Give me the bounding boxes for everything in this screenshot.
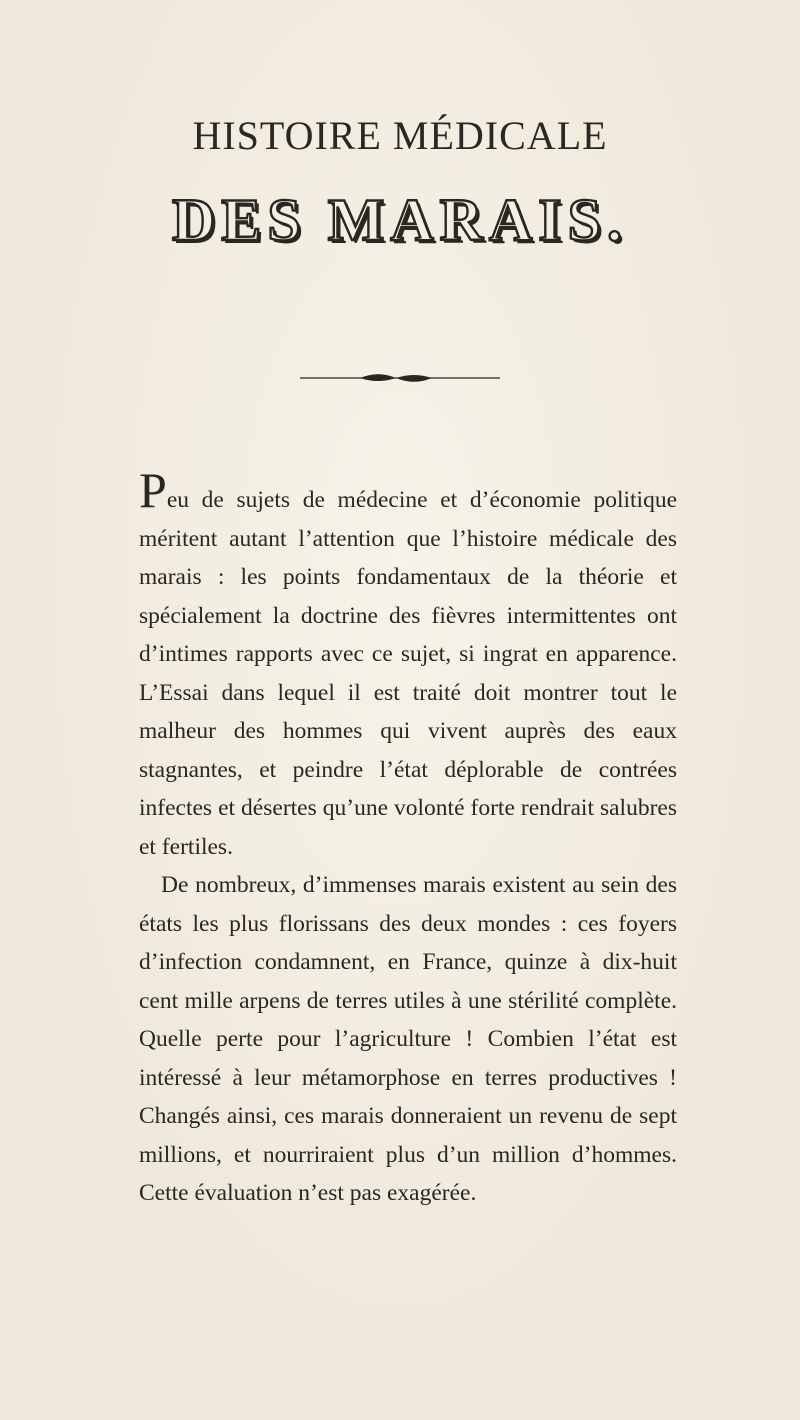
- paragraph-1: Peu de sujets de médecine et d’économie politique méritent autant l’attention que l’histoire médicale des marais : les points fondamentaux de la théorie et spécialement la doctrine des fièvres intermittentes ont d’intimes rapports avec ce sujet, si ingrat en apparence. L’Essai dans lequel il est traité doit montrer tout le malheur des hommes qui vivent auprès des eaux stagnantes, et peindre l’état déplorable de contrées infectes et désertes qu’une volonté forte rendrait salubres et fertiles.: [139, 462, 677, 860]
- page-subtitle: DES MARAIS.: [171, 187, 629, 253]
- body-text: [139, 462, 677, 1213]
- ornamental-rule: [300, 372, 500, 384]
- page-title: HISTOIRE MÉDICALE: [192, 113, 608, 158]
- paragraph-2: De nombreux, d’immenses marais existent au sein des états les plus florissans des deux mondes : ces foyers d’infection condamnent, en France, quinze à dix-huit cent mille arpens de terres utiles à une stérilité complète. Quelle perte pour l’agriculture ! Combien l’état est intéressé à leur métamorphose en terres productives ! Changés ainsi, ces marais donneraient un revenu de sept millions, et nourriraient plus d’un million d’hommes. Cette évaluation n’est pas exagérée.: [139, 872, 677, 1206]
